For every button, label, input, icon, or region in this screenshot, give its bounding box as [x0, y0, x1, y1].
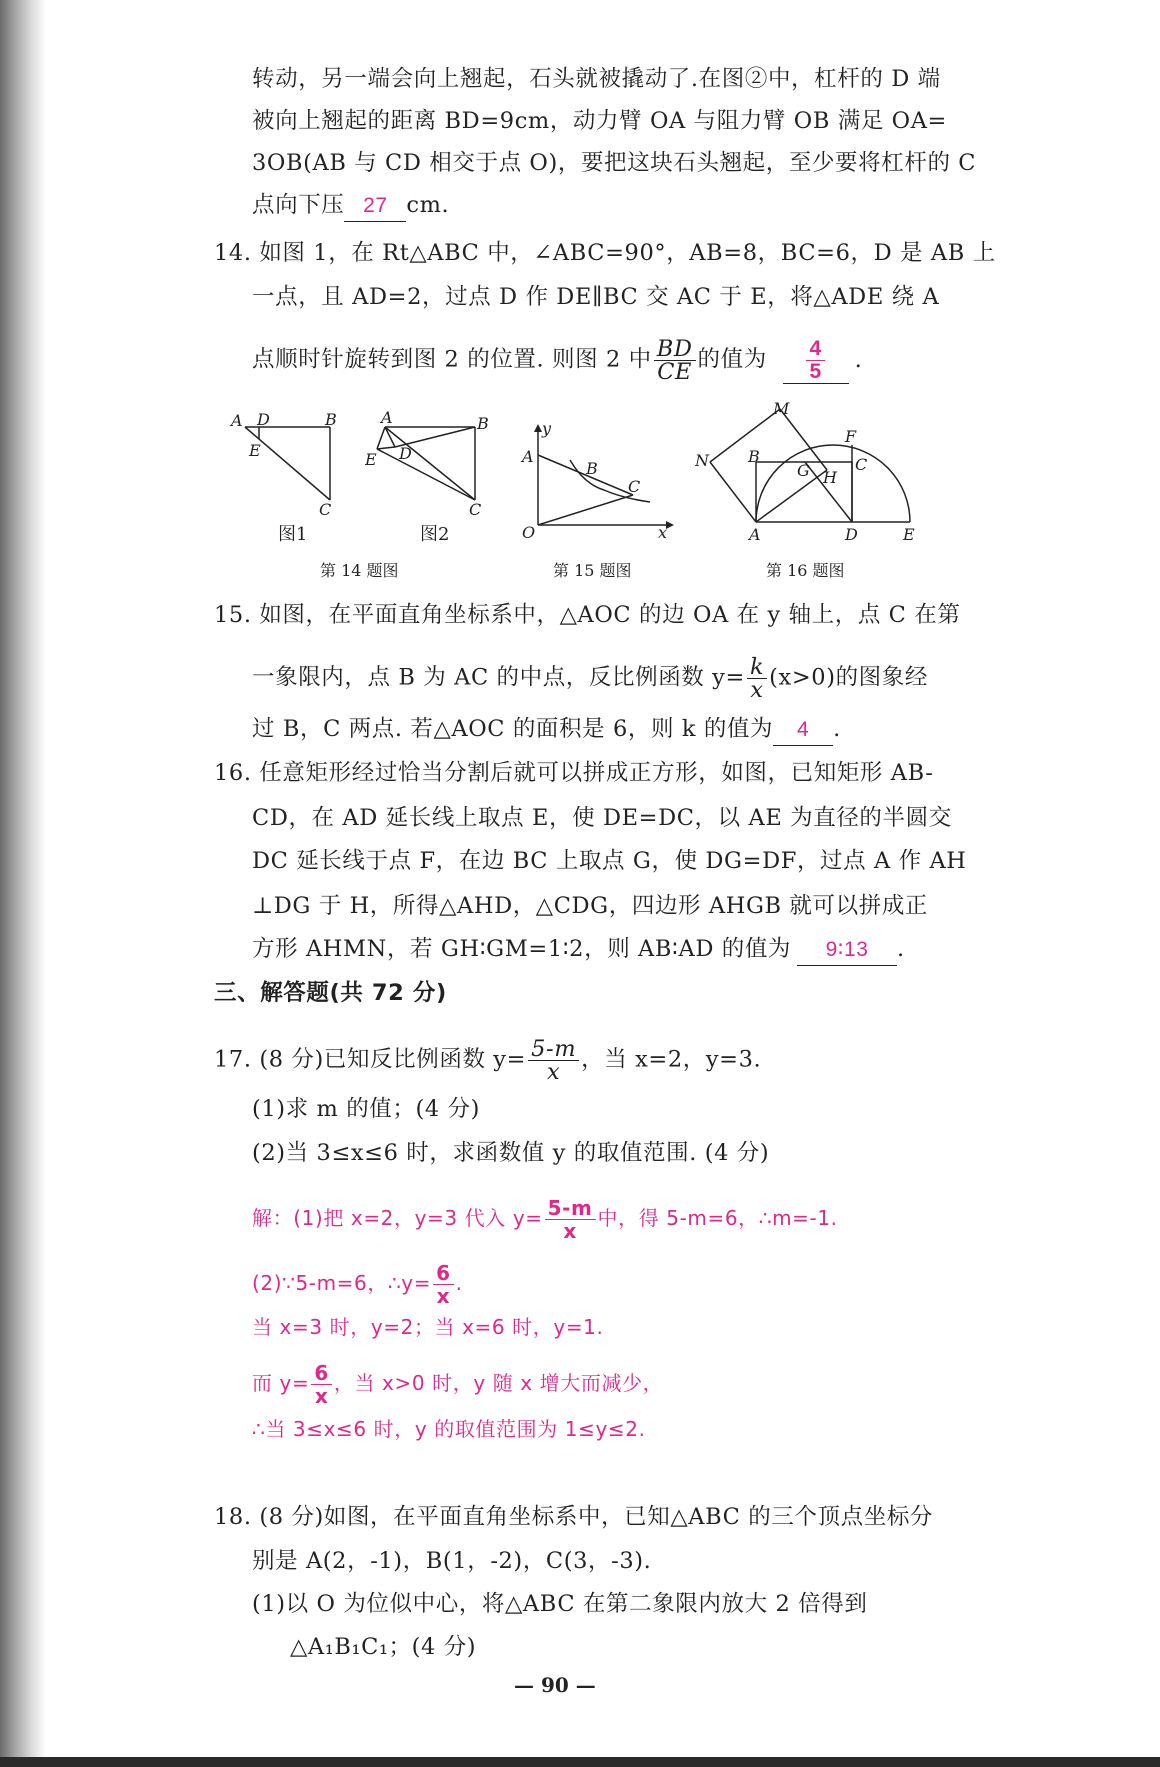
q18-line-1: 18. (8 分)如图，在平面直角坐标系中，已知△ABC 的三个顶点坐标分 [214, 1504, 934, 1530]
q13-line-4: 点向下压 27 cm. [252, 190, 449, 222]
page-spine-shadow [0, 0, 46, 1767]
q15-answer-blank: 4 [773, 715, 833, 746]
q17-fraction: $\frac{5-m}{x}$ [528, 1038, 579, 1083]
q14-line-1: 14. 如图 1，在 Rt△ABC 中，∠ABC=90°，AB=8，BC=6，D 是 AB 上 [214, 240, 996, 266]
q13-line-3: 3OB(AB 与 CD 相交于点 O)，要把这块石头翘起，至少要将杠杆的 C [252, 150, 977, 176]
f15-label-B: B [586, 459, 598, 478]
f15-label-C: C [628, 477, 641, 496]
q16-line-3: DC 延长线于点 F，在边 BC 上取点 G，使 DG=DF，过点 A 作 AH [252, 848, 967, 874]
caption-16: 第 16 题图 [766, 561, 845, 580]
q17-solution-3: 当 x=3 时，y=2；当 x=6 时，y=1. [252, 1315, 604, 1339]
q18-line-3: (1)以 O 为位似中心，将△ABC 在第二象限内放大 2 倍得到 [252, 1591, 868, 1617]
f1-label-E: E [249, 441, 261, 460]
f15-label-O: O [522, 523, 536, 542]
q16-line-1: 16. 任意矩形经过恰当分割后就可以拼成正方形，如图，已知矩形 AB- [214, 760, 934, 786]
f16-label-F: F [845, 427, 857, 446]
f1-label-B: B [325, 410, 337, 429]
f16-label-E: E [903, 525, 915, 544]
q17-solution-fraction-1: $\frac{5-m}{x}$ [545, 1197, 596, 1242]
q15-line-2: 一象限内，点 B 为 AC 的中点，反比例函数 y= $\frac{k}{x}$ (x>0)的图象经 [252, 654, 928, 703]
q17-solution-2: (2)∵5-m=6，∴y= $\frac{6}{x}$ . [252, 1261, 463, 1308]
section-3-heading: 三、解答题(共 72 分) [214, 980, 447, 1006]
caption-14: 第 14 题图 [320, 561, 399, 580]
q17-solution-4: 而 y= $\frac{6}{x}$ ，当 x>0 时，y 随 x 增大而减少， [252, 1361, 664, 1408]
f2-label-D: D [399, 444, 412, 463]
page-number: — 90 — [514, 1673, 596, 1697]
q17-solution-1: 解：(1)把 x=2，y=3 代入 y= $\frac{5-m}{x}$ 中，得 5-m=6，∴m=-1. [252, 1196, 838, 1243]
f2-label-E: E [365, 450, 377, 469]
f1-label-C: C [319, 500, 332, 519]
q13-answer-blank: 27 [344, 191, 406, 222]
f16-label-G: G [797, 461, 810, 480]
f16-label-H: H [823, 468, 837, 487]
f2-label-B: B [477, 414, 489, 433]
q17-line-1: 17. (8 分)已知反比例函数 y= $\frac{5-m}{x}$ ，当 x=2，y=3. [214, 1036, 762, 1085]
figure-16 [695, 400, 930, 545]
figure-15 [518, 420, 678, 545]
f2-label-C: C [469, 500, 482, 519]
f1-label-A: A [231, 411, 243, 430]
q18-line-4: △A₁B₁C₁；(4 分) [290, 1634, 477, 1660]
q15-line-1: 15. 如图，在平面直角坐标系中，△AOC 的边 OA 在 y 轴上，点 C 在第 [214, 602, 961, 628]
q16-line-2: CD，在 AD 延长线上取点 E，使 DE=DC，以 AE 为直径的半圆交 [252, 805, 952, 831]
f2-label-A: A [381, 408, 393, 427]
f1-label-D: D [257, 410, 270, 429]
f16-label-N: N [695, 451, 709, 470]
f16-label-C: C [855, 455, 868, 474]
caption-15: 第 15 题图 [553, 561, 632, 580]
q13-line-1: 转动，另一端会向上翘起，石头就被撬动了.在图②中，杠杆的 D 端 [252, 66, 941, 92]
q16-answer-blank: 9∶13 [797, 935, 897, 966]
f15-label-x: x [658, 523, 668, 542]
q14-answer-blank: $\frac{4}{5}$ [783, 338, 849, 384]
q16-line-4: ⊥DG 于 H，所得△AHD，△CDG，四边形 AHGB 就可以拼成正 [252, 893, 929, 919]
q14-fraction: $\frac{BD}{CE}$ [654, 338, 696, 383]
figure-14-2 [365, 405, 495, 520]
f16-label-D: D [845, 525, 858, 544]
bottom-edge-bar [0, 1757, 1160, 1767]
f16-label-M: M [773, 400, 790, 418]
figure-14-2-label: 图2 [420, 524, 450, 545]
f16-label-B: B [748, 447, 760, 466]
figure-14-1-label: 图1 [278, 524, 308, 545]
f15-label-y: y [542, 420, 552, 438]
q14-line-2: 一点，且 AD=2，过点 D 作 DE∥BC 交 AC 于 E，将△ADE 绕 A [252, 284, 940, 310]
q13-line-2: 被向上翘起的距离 BD=9cm，动力臂 OA 与阻力臂 OB 满足 OA= [252, 108, 948, 134]
q16-line-5: 方形 AHMN，若 GH∶GM=1∶2，则 AB∶AD 的值为 9∶13 . [252, 934, 905, 966]
q15-fraction: $\frac{k}{x}$ [747, 656, 767, 701]
q17-part-2: (2)当 3≤x≤6 时，求函数值 y 的取值范围. (4 分) [252, 1140, 770, 1166]
q14-line-3: 点顺时针旋转到图 2 的位置. 则图 2 中 $\frac{BD}{CE}$ 的值为 $\frac{4}{5}$ . [252, 336, 863, 385]
q15-line-3: 过 B，C 两点. 若△AOC 的面积是 6，则 k 的值为 4 . [252, 714, 841, 746]
q17-part-1: (1)求 m 的值；(4 分) [252, 1096, 481, 1122]
q17-solution-5: ∴当 3≤x≤6 时，y 的取值范围为 1≤y≤2. [252, 1417, 646, 1441]
q17-solution-fraction-2: $\frac{6}{x}$ [433, 1262, 454, 1307]
q17-solution-fraction-3: $\frac{6}{x}$ [311, 1362, 332, 1407]
figure-14-1 [225, 405, 345, 520]
f15-label-A: A [522, 447, 534, 466]
f16-label-A: A [749, 525, 761, 544]
q18-line-2: 别是 A(2，-1)，B(1，-2)，C(3，-3). [252, 1548, 652, 1574]
